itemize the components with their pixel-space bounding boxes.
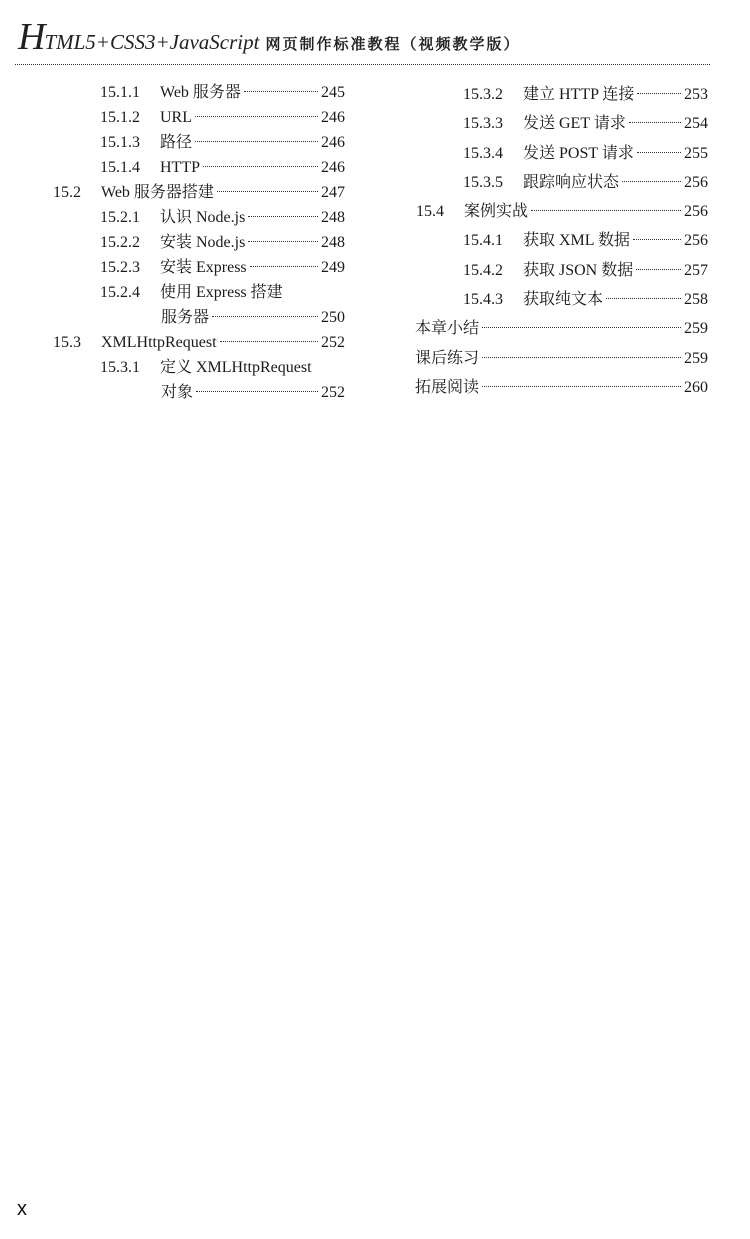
toc-entry-title: Web 服务器搭建 [101, 184, 214, 201]
toc-entry-title: 本章小结 [415, 320, 480, 338]
toc-section-number: 15.1.2 [100, 109, 140, 126]
toc-section-number: 15.1.4 [100, 159, 140, 176]
toc-section-number: 15.2 [53, 184, 81, 201]
toc-section-number: 15.4.3 [463, 291, 503, 309]
toc-section-number: 15.3.5 [463, 173, 503, 191]
toc-dot-leader [203, 166, 318, 167]
toc-dot-leader [244, 91, 318, 92]
toc-entry [50, 230, 345, 255]
toc-dot-leader [220, 341, 318, 342]
toc-dot-leader [212, 316, 318, 317]
toc-page-number: 259 [684, 349, 708, 367]
toc-dot-leader [622, 181, 681, 182]
toc-page-number: 249 [321, 259, 345, 276]
toc-dot-leader [482, 357, 681, 358]
toc-entry-title: 对象 [161, 384, 194, 401]
toc-section-number: 15.4.2 [463, 261, 503, 279]
toc-section-number: 15.2.4 [100, 284, 140, 301]
toc-entry [415, 168, 708, 197]
toc-entry [415, 314, 708, 343]
toc-section-number: 15.1.3 [100, 134, 140, 151]
toc-section-number: 15.3.2 [463, 86, 503, 103]
toc-section-number: 15.3.3 [463, 115, 503, 133]
toc-entry-title: 认识 Node.js [160, 209, 246, 226]
toc-page-number: 252 [321, 384, 345, 401]
toc-entry [50, 180, 345, 205]
toc-page-number: 252 [321, 334, 345, 351]
toc-page-number: 260 [684, 378, 708, 396]
toc-dot-leader [482, 327, 681, 328]
toc-entry [415, 373, 708, 402]
toc-entry [50, 155, 345, 180]
toc-dot-leader [248, 241, 318, 242]
toc-dot-leader [637, 152, 681, 153]
toc-page-number: 246 [321, 134, 345, 151]
toc-dot-leader [217, 191, 318, 192]
book-title-rest: TML5+CSS3+JavaScript [44, 30, 260, 54]
toc-entry-title: 安装 Node.js [160, 234, 246, 251]
toc-entry [50, 305, 345, 330]
book-title [18, 18, 520, 56]
toc-section-number: 15.1.1 [100, 84, 140, 101]
toc-section-number: 15.3.4 [463, 144, 503, 162]
toc-entry-title: 案例实战 [464, 203, 529, 221]
toc-dot-leader [482, 386, 681, 387]
toc-section-number: 15.4 [416, 203, 444, 221]
toc-section-number: 15.4.1 [463, 232, 503, 250]
toc-dot-leader [629, 122, 681, 123]
toc-entry [415, 285, 708, 314]
toc-entry-title: URL [160, 109, 192, 126]
toc-section-number: 15.2.3 [100, 259, 140, 276]
toc-page-number: 256 [684, 173, 708, 191]
toc-entry [50, 255, 345, 280]
toc-entry-title: 获取 XML 数据 [523, 232, 630, 250]
toc-dot-leader [606, 298, 681, 299]
toc-entry-title: 服务器 [161, 309, 210, 326]
running-header [18, 18, 710, 62]
toc-entry [415, 226, 708, 255]
toc-entry [415, 256, 708, 285]
page-number: x [17, 1198, 27, 1220]
toc-entry [415, 109, 708, 138]
toc-page-number: 255 [684, 144, 708, 162]
toc-entry-title: 定义 XMLHttpRequest [160, 359, 312, 376]
toc-dot-leader [195, 141, 318, 142]
toc-section-number: 15.3 [53, 334, 81, 351]
toc-entry [415, 197, 708, 226]
toc-entry-title: 获取纯文本 [523, 291, 604, 309]
toc-page-number: 246 [321, 159, 345, 176]
toc-page-number: 247 [321, 184, 345, 201]
toc-entry-title: 拓展阅读 [415, 378, 480, 396]
toc-page-number: 245 [321, 84, 345, 101]
toc-right-column [415, 80, 708, 402]
toc-dot-leader [195, 116, 318, 117]
toc-page-number: 258 [684, 291, 708, 309]
toc-entry-title: 发送 POST 请求 [523, 144, 634, 162]
toc-entry [50, 205, 345, 230]
toc-entry [50, 80, 345, 105]
toc-entry-title: XMLHttpRequest [101, 334, 217, 351]
toc-section-number: 15.2.1 [100, 209, 140, 226]
toc-dot-leader [637, 93, 681, 94]
toc-entry-title: Web 服务器 [160, 84, 241, 101]
header-divider [15, 64, 710, 65]
toc-page-number: 256 [684, 232, 708, 250]
toc-entry-title: HTTP [160, 159, 200, 176]
toc-entry-title: 建立 HTTP 连接 [523, 86, 635, 103]
toc-dot-leader [250, 266, 318, 267]
toc-entry [415, 139, 708, 168]
toc-entry [50, 105, 345, 130]
toc-page-number: 250 [321, 309, 345, 326]
toc-dot-leader [633, 239, 681, 240]
toc-dot-leader [248, 216, 318, 217]
toc-section-number: 15.3.1 [100, 359, 140, 376]
toc-dot-leader [531, 210, 681, 211]
toc-entry-title: 获取 JSON 数据 [523, 261, 634, 279]
toc-entry-title: 安装 Express [160, 259, 247, 276]
toc-entry [50, 130, 345, 155]
toc-page-number: 259 [684, 320, 708, 338]
toc-entry [415, 80, 708, 109]
book-subtitle: 网页制作标准教程（视频教学版） [265, 35, 521, 53]
toc-entry [50, 380, 345, 405]
toc-page-number: 253 [684, 86, 708, 103]
toc-page-number: 256 [684, 203, 708, 221]
toc-dot-leader [196, 391, 318, 392]
toc-entry-title: 课后练习 [415, 349, 480, 367]
toc-left-column [50, 80, 345, 405]
toc-page-number: 257 [684, 261, 708, 279]
toc-section-number: 15.2.2 [100, 234, 140, 251]
toc-entry [50, 330, 345, 355]
toc-entry-title: 跟踪响应状态 [523, 173, 620, 191]
toc-dot-leader [636, 269, 681, 270]
toc-page-number: 248 [321, 234, 345, 251]
toc-page-number: 254 [684, 115, 708, 133]
toc-entry [50, 355, 345, 380]
toc-entry [415, 344, 708, 373]
toc-entry-title: 路径 [160, 134, 193, 151]
toc-entry-title: 使用 Express 搭建 [160, 284, 283, 301]
toc-entry [50, 280, 345, 305]
toc-page-number: 246 [321, 109, 345, 126]
toc-entry-title: 发送 GET 请求 [523, 115, 626, 133]
book-title-initial: H [18, 16, 45, 58]
toc-page-number: 248 [321, 209, 345, 226]
